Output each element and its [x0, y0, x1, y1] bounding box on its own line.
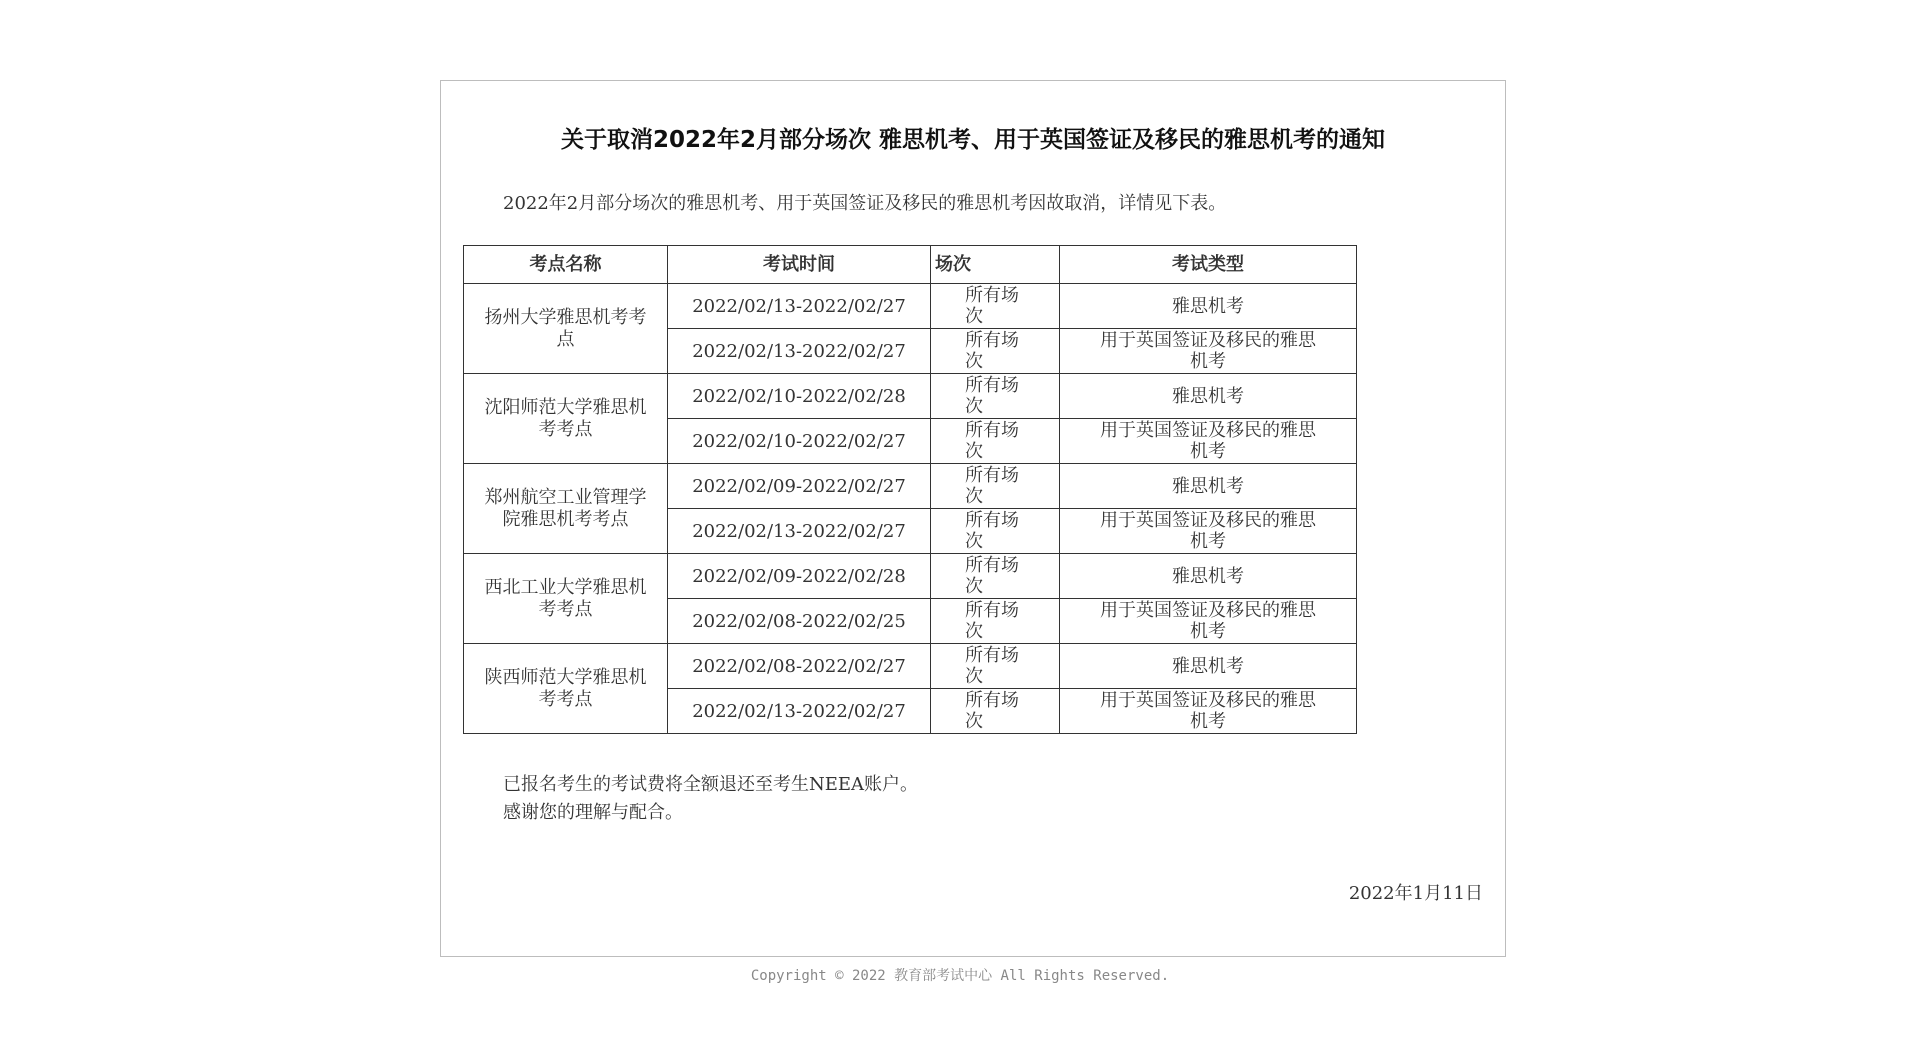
- exam-time-cell: 2022/02/13-2022/02/27: [668, 509, 931, 554]
- venue-cell: [464, 554, 668, 644]
- exam-type-text: 雅思机考: [1172, 565, 1244, 587]
- table-body: [464, 284, 1357, 734]
- session-text: 所有场次: [965, 420, 1019, 462]
- venue-cell: [464, 464, 668, 554]
- session-text: 所有场次: [965, 465, 1019, 507]
- table-row: [464, 374, 1357, 419]
- session-text: 所有场次: [965, 645, 1019, 687]
- refund-note: 已报名考生的考试费将全额退还至考生NEEA账户。: [503, 774, 919, 795]
- exam-type-text: 用于英国签证及移民的雅思机考: [1100, 510, 1316, 552]
- exam-type-cell: [1060, 329, 1357, 374]
- exam-time-cell: 2022/02/13-2022/02/27: [668, 689, 931, 734]
- session-cell: [931, 644, 1060, 689]
- exam-time-cell: 2022/02/08-2022/02/25: [668, 599, 931, 644]
- venue-cell: [464, 284, 668, 374]
- exam-type-text: 雅思机考: [1172, 385, 1244, 407]
- notice-intro: 2022年2月部分场次的雅思机考、用于英国签证及移民的雅思机考因故取消，详情见下表。: [503, 193, 1227, 214]
- venue-name: 郑州航空工业管理学院雅思机考考点: [484, 486, 647, 530]
- venue-name: 扬州大学雅思机考考点: [484, 306, 647, 350]
- session-cell: [931, 464, 1060, 509]
- exam-time-cell: 2022/02/13-2022/02/27: [668, 329, 931, 374]
- session-text: 所有场次: [965, 510, 1019, 552]
- session-cell: [931, 284, 1060, 329]
- notice-footer-notes: [503, 771, 918, 827]
- header-venue: 考点名称: [464, 246, 668, 284]
- notice-panel: [440, 80, 1506, 957]
- exam-type-cell: [1060, 644, 1357, 689]
- exam-type-cell: [1060, 464, 1357, 509]
- exam-type-cell: [1060, 554, 1357, 599]
- header-session: 场次: [931, 246, 1060, 284]
- table-header-row: [464, 246, 1357, 284]
- session-cell: [931, 419, 1060, 464]
- exam-type-cell: [1060, 599, 1357, 644]
- table-row: [464, 554, 1357, 599]
- venue-name: 沈阳师范大学雅思机考考点: [484, 396, 647, 440]
- exam-type-cell: [1060, 689, 1357, 734]
- session-text: 所有场次: [965, 375, 1019, 417]
- table-row: [464, 284, 1357, 329]
- session-text: 所有场次: [965, 690, 1019, 732]
- exam-type-cell: [1060, 374, 1357, 419]
- venue-name: 陕西师范大学雅思机考考点: [484, 666, 647, 710]
- venue-cell: [464, 374, 668, 464]
- session-text: 所有场次: [965, 600, 1019, 642]
- exam-type-text: 雅思机考: [1172, 475, 1244, 497]
- session-cell: [931, 689, 1060, 734]
- exam-type-cell: [1060, 284, 1357, 329]
- exam-time-cell: 2022/02/08-2022/02/27: [668, 644, 931, 689]
- thanks-note: 感谢您的理解与配合。: [503, 802, 683, 823]
- table-row: [464, 464, 1357, 509]
- venue-cell: [464, 644, 668, 734]
- session-cell: [931, 554, 1060, 599]
- exam-time-cell: 2022/02/10-2022/02/27: [668, 419, 931, 464]
- notice-date: 2022年1月11日: [1348, 883, 1483, 904]
- copyright-text: Copyright © 2022 教育部考试中心 All Rights Reserved.: [750, 968, 1170, 984]
- header-type: 考试类型: [1060, 246, 1357, 284]
- exam-time-cell: 2022/02/09-2022/02/28: [668, 554, 931, 599]
- session-cell: [931, 374, 1060, 419]
- session-cell: [931, 329, 1060, 374]
- cancellation-table: [463, 245, 1357, 734]
- exam-type-cell: [1060, 419, 1357, 464]
- exam-time-cell: 2022/02/13-2022/02/27: [668, 284, 931, 329]
- exam-type-text: 用于英国签证及移民的雅思机考: [1100, 600, 1316, 642]
- session-cell: [931, 599, 1060, 644]
- venue-name: 西北工业大学雅思机考考点: [484, 576, 647, 620]
- table-row: [464, 644, 1357, 689]
- session-cell: [931, 509, 1060, 554]
- exam-type-text: 雅思机考: [1172, 655, 1244, 677]
- session-text: 所有场次: [965, 285, 1019, 327]
- session-text: 所有场次: [965, 330, 1019, 372]
- exam-time-cell: 2022/02/10-2022/02/28: [668, 374, 931, 419]
- notice-title: 关于取消2022年2月部分场次 雅思机考、用于英国签证及移民的雅思机考的通知: [560, 127, 1386, 153]
- session-text: 所有场次: [965, 555, 1019, 597]
- exam-type-text: 用于英国签证及移民的雅思机考: [1100, 420, 1316, 462]
- exam-type-text: 雅思机考: [1172, 295, 1244, 317]
- header-time: 考试时间: [668, 246, 931, 284]
- exam-time-cell: 2022/02/09-2022/02/27: [668, 464, 931, 509]
- exam-type-text: 用于英国签证及移民的雅思机考: [1100, 330, 1316, 372]
- exam-type-cell: [1060, 509, 1357, 554]
- exam-type-text: 用于英国签证及移民的雅思机考: [1100, 690, 1316, 732]
